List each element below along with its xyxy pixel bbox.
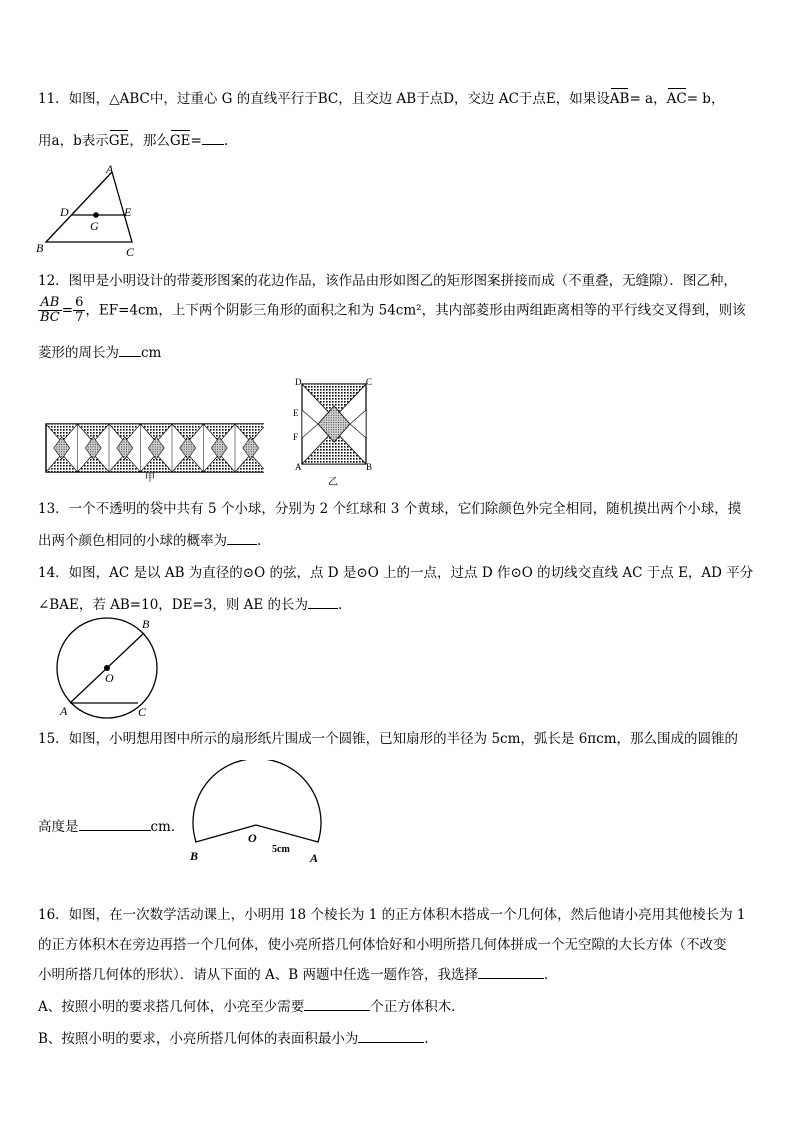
q11-line1: 11．如图，△ABC中，过重心 G 的直线平行于BC，且交边 AB于点D，交边 AC于点E，如果设AB= a，AC= b， xyxy=(38,88,724,108)
answer-blank[interactable] xyxy=(202,132,224,145)
vector-ac: AC xyxy=(667,88,687,108)
answer-blank[interactable] xyxy=(119,344,141,357)
answer-blank[interactable] xyxy=(358,1030,424,1043)
vector-ge: GE xyxy=(109,130,130,150)
q11-line2: 用a，b表示GE，那么GE= . xyxy=(38,130,228,150)
label-e: E xyxy=(124,205,132,219)
q15-line2: 高度是 cm． xyxy=(38,819,185,835)
q14-line1: 14．如图，AC 是以 AB 为直径的⊙O 的弦，点 D 是⊙O 上的一点，过点 D 作⊙O 的切线交直线 AC 于点 E，AD 平分 xyxy=(38,565,754,581)
q12-figure-jia xyxy=(42,420,264,482)
q15-line1: 15．如图，小明想用图中所示的扇形纸片围成一个圆锥，已知扇形的半径为 5cm，弧长是 6πcm，那么围成的圆锥的 xyxy=(38,731,739,747)
svg-text:B: B xyxy=(190,849,199,863)
caption-yi: 乙 xyxy=(328,477,338,488)
svg-text:B: B xyxy=(142,617,150,631)
svg-text:O: O xyxy=(248,831,257,845)
q14-line2: ∠BAE，若 AB=10，DE=3，则 AE 的长为 ． xyxy=(38,597,352,613)
q12-figure-yi xyxy=(290,374,380,470)
q13-line2: 出两个颜色相同的小球的概率为 . xyxy=(38,533,262,549)
answer-blank[interactable] xyxy=(79,818,151,831)
svg-text:A: A xyxy=(60,704,68,718)
q16-line1: 16．如图，在一次数学活动课上，小明用 18 个棱长为 1 的正方体积木搭成一个几何体，然后他请小亮用其他棱长为 1 xyxy=(38,907,746,923)
q13-line1: 13．一个不透明的袋中共有 5 个小球，分别为 2 个红球和 3 个黄球，它们除颜色外完全相同，随机摸出两个小球，摸 xyxy=(38,501,742,517)
q11-triangle-figure xyxy=(34,160,144,260)
answer-blank[interactable] xyxy=(227,532,257,545)
vector-ge-answer: GE xyxy=(170,130,191,150)
svg-text:C: C xyxy=(138,705,147,719)
q12-line1: 12．图甲是小明设计的带菱形图案的花边作品，该作品由形如图乙的矩形图案拼接而成（不重叠，无缝隙）．图乙种， xyxy=(38,273,737,289)
q16-option-b: B、按照小明的要求，小亮所搭几何体的表面积最小为 ． xyxy=(38,1031,438,1047)
label-c: C xyxy=(126,245,135,259)
answer-blank[interactable] xyxy=(308,596,338,609)
label-g: G xyxy=(90,219,99,233)
q15-sector-figure xyxy=(186,760,326,868)
svg-text:5cm: 5cm xyxy=(272,844,290,855)
svg-text:A: A xyxy=(295,462,302,470)
svg-text:C: C xyxy=(366,377,373,387)
q12-line2: $\frac{AB}{BC}$ = $\frac{6}{7}$ ，EF=4cm，上下两个阴影三角形的面积之和为 54cm²，其内部菱形由两组距离相等的平行线交叉得到，则该 xyxy=(40,295,746,325)
vector-ab: AB xyxy=(610,88,630,108)
ratio-ab-bc: $\frac{AB}{BC}$ xyxy=(40,295,60,325)
answer-blank[interactable] xyxy=(478,966,544,979)
svg-text:O: O xyxy=(105,671,114,685)
svg-text:E: E xyxy=(293,408,299,418)
label-a: A xyxy=(106,162,114,176)
q16-line3: 小明所搭几何体的形状）．请从下面的 A、B 两题中任选一题作答，我选择 ． xyxy=(38,967,558,983)
ratio-value: $\frac{6}{7}$ xyxy=(75,295,84,325)
q16-line2: 的正方体积木在旁边再搭一个几何体，使小亮所搭几何体恰好和小明所搭几何体拼成一个无空隙的大长方体（不改变 xyxy=(38,937,727,953)
q14-circle-figure xyxy=(50,614,165,722)
label-b: B xyxy=(36,241,44,255)
q12-line3: 菱形的周长为 cm xyxy=(38,345,162,361)
svg-text:B: B xyxy=(366,462,373,470)
answer-blank[interactable] xyxy=(304,998,370,1011)
svg-text:F: F xyxy=(293,432,299,442)
q16-option-a: A、按照小明的要求搭几何体，小亮至少需要 个正方体积木． xyxy=(38,999,465,1015)
svg-text:D: D xyxy=(295,377,302,387)
caption-jia: 甲 xyxy=(145,473,155,482)
label-d: D xyxy=(60,205,69,219)
svg-text:A: A xyxy=(310,851,319,865)
